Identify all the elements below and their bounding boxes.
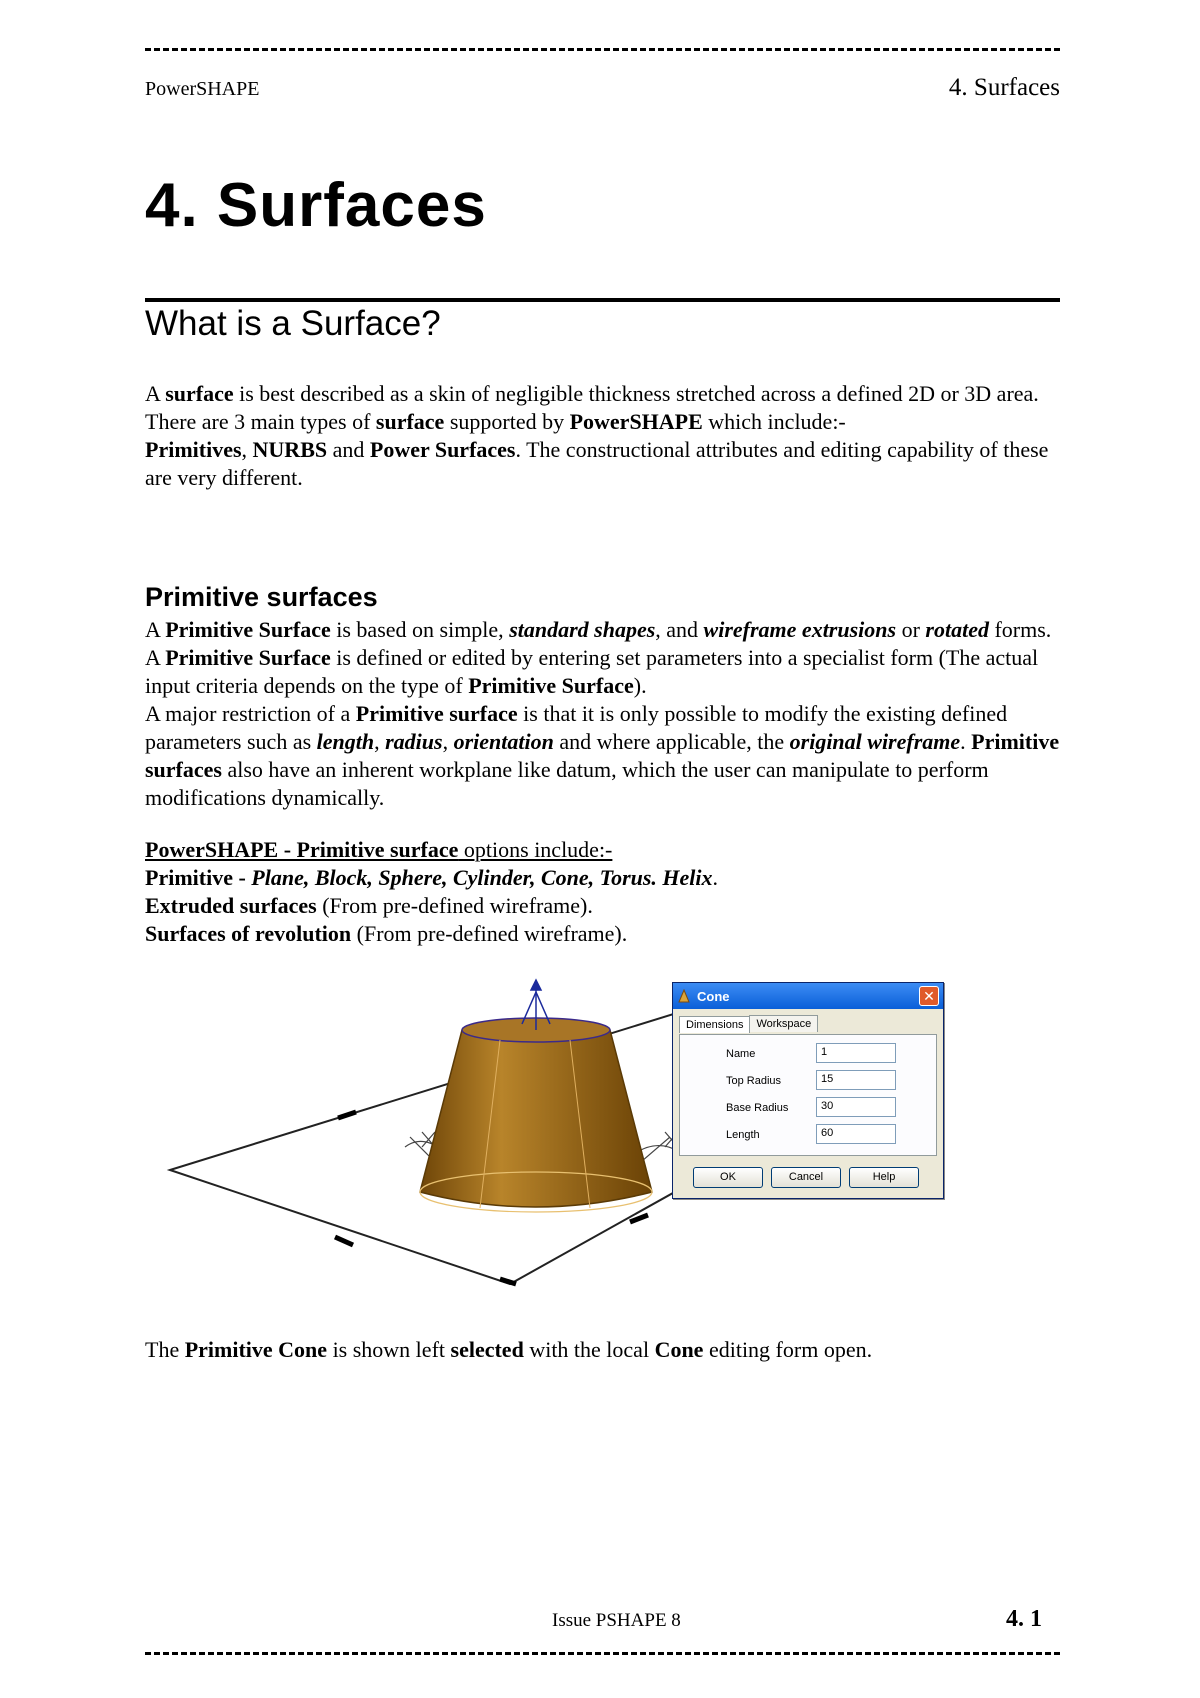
dialog-panel	[679, 1034, 937, 1156]
dialog-title: Cone	[697, 988, 730, 1004]
intro-p2: There are 3 main types of surface supported by PowerSHAPE which include:-	[145, 409, 846, 434]
cone-surface	[420, 1030, 652, 1207]
cancel-button[interactable]: Cancel	[771, 1167, 841, 1188]
length-input[interactable]: 60	[816, 1124, 896, 1144]
cone-app-icon	[677, 989, 691, 1003]
length-label: Length	[726, 1129, 760, 1141]
primitive-heading: Primitive surfaces	[145, 582, 378, 612]
section-heading: What is a Surface?	[145, 304, 441, 343]
options-list	[145, 836, 1065, 948]
close-icon[interactable]: ✕	[919, 986, 939, 1006]
chapter-title: 4. Surfaces	[145, 171, 487, 240]
tab-workspace[interactable]: Workspace	[749, 1015, 818, 1032]
figure-caption: The Primitive Cone is shown left selected with the local Cone editing form open.	[145, 1337, 873, 1362]
footer-page-number: 4. 1	[1006, 1606, 1042, 1632]
running-header-left: PowerSHAPE	[145, 78, 260, 100]
field-row-top-radius	[726, 1070, 926, 1094]
top-radius-input[interactable]: 15	[816, 1070, 896, 1090]
options-line-extruded: Extruded surfaces (From pre-defined wireframe).	[145, 893, 593, 918]
top-dashed-rule	[145, 48, 1060, 51]
intro-paragraphs	[145, 380, 1065, 492]
options-title: PowerSHAPE - Primitive surface options include:-	[145, 837, 613, 862]
name-label: Name	[726, 1048, 756, 1060]
dialog-titlebar[interactable]	[673, 983, 943, 1009]
cone-dialog[interactable]	[672, 982, 944, 1199]
ok-button[interactable]: OK	[693, 1167, 763, 1188]
base-radius-label: Base Radius	[726, 1102, 789, 1114]
tab-dimensions[interactable]: Dimensions	[679, 1016, 750, 1033]
options-line-revolution: Surfaces of revolution (From pre-defined wireframe).	[145, 921, 628, 946]
primitive-p2: A major restriction of a Primitive surface is that it is only possible to modify the existing defined parameters such as length, radius, orientation and where applicable, the original wireframe. Primitive surfaces also have an inherent workplane like datum, which the user can manipulate to perform modifications dynamically.	[145, 701, 1060, 810]
section-rule	[145, 298, 1060, 302]
primitive-paragraphs	[145, 616, 1065, 812]
bottom-dashed-rule	[145, 1652, 1060, 1655]
field-row-base-radius	[726, 1097, 926, 1121]
field-row-name	[726, 1043, 926, 1067]
intro-p3: Primitives, NURBS and Power Surfaces. The constructional attributes and editing capability of these are very different.	[145, 437, 1049, 490]
name-input[interactable]: 1	[816, 1043, 896, 1063]
running-header-right: 4. Surfaces	[948, 74, 1060, 101]
base-radius-input[interactable]: 30	[816, 1097, 896, 1117]
help-button[interactable]: Help	[849, 1167, 919, 1188]
intro-p1: A surface is best described as a skin of negligible thickness stretched across a defined 2D or 3D area.	[145, 381, 1039, 406]
primitive-p1: A Primitive Surface is based on simple, standard shapes, and wireframe extrusions or rotated forms. A Primitive Surface is defined or edited by entering set parameters into a specialist form (The actual input criteria depends on the type of Primitive Surface).	[145, 617, 1052, 698]
dialog-tabs	[679, 1015, 817, 1032]
field-row-length	[726, 1124, 926, 1148]
options-line-primitive: Primitive - Plane, Block, Sphere, Cylinder, Cone, Torus. Helix.	[145, 865, 719, 890]
footer-issue: Issue PSHAPE 8	[552, 1610, 681, 1631]
top-radius-label: Top Radius	[726, 1075, 782, 1087]
